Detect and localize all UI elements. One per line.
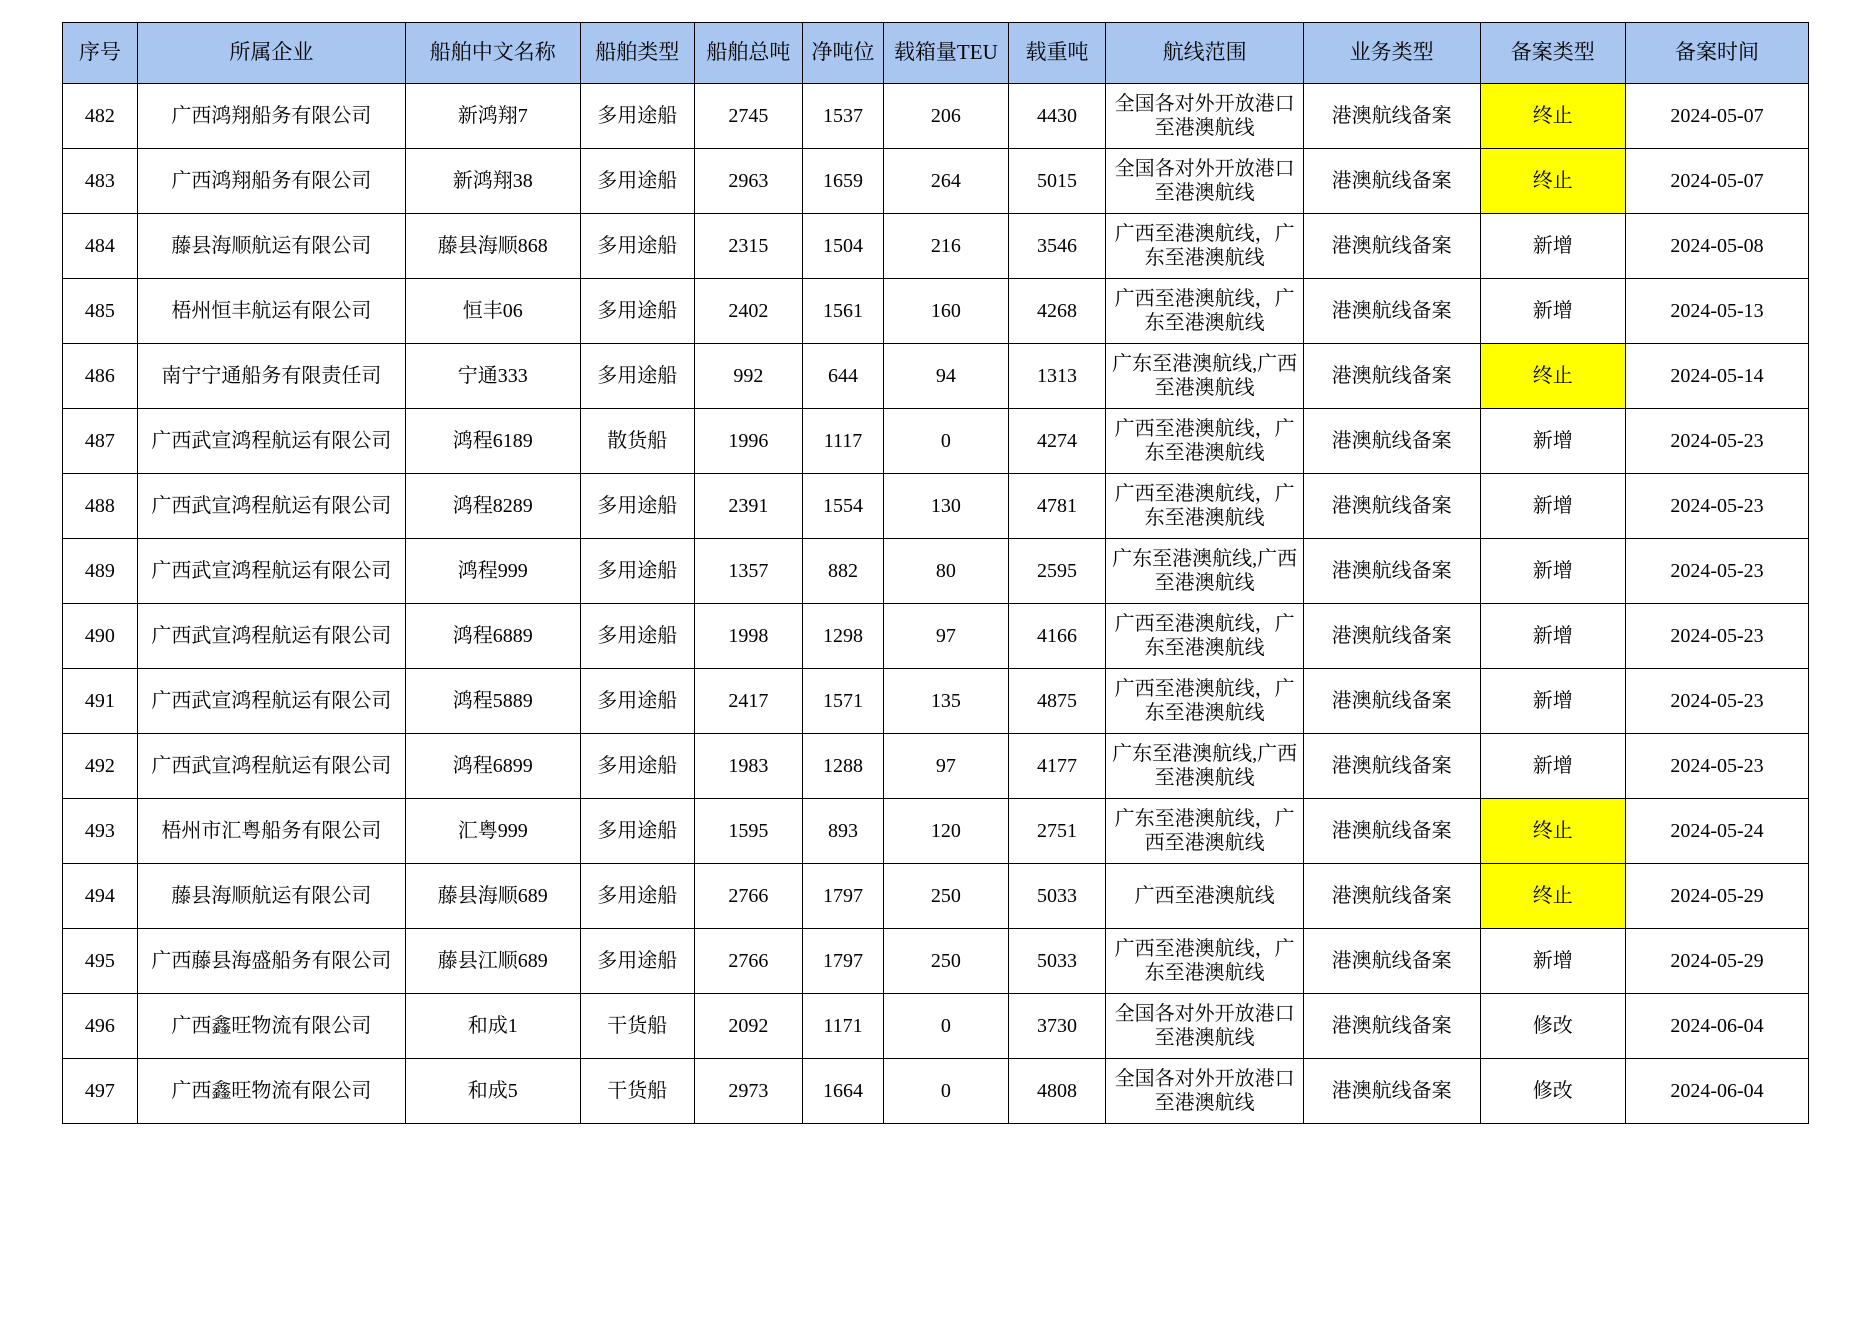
cell-record-date: 2024-05-14 xyxy=(1626,344,1809,409)
cell-route-range: 广西至港澳航线 xyxy=(1106,864,1303,929)
column-header-ship-type: 船舶类型 xyxy=(580,23,694,84)
cell-company: 广西武宣鸿程航运有限公司 xyxy=(137,539,405,604)
cell-route-range: 广西至港澳航线，广东至港澳航线 xyxy=(1106,279,1303,344)
cell-index: 496 xyxy=(63,994,138,1059)
cell-net-tonnage: 1797 xyxy=(802,864,883,929)
cell-company: 广西鑫旺物流有限公司 xyxy=(137,1059,405,1124)
cell-record-type: 新增 xyxy=(1480,214,1626,279)
ship-registration-table xyxy=(62,22,1809,1124)
cell-ship-name: 和成1 xyxy=(405,994,580,1059)
cell-index: 486 xyxy=(63,344,138,409)
cell-teu: 206 xyxy=(884,84,1009,149)
cell-teu: 0 xyxy=(884,409,1009,474)
table-row xyxy=(63,799,1809,864)
column-header-index: 序号 xyxy=(63,23,138,84)
cell-teu: 130 xyxy=(884,474,1009,539)
cell-route-range: 广东至港澳航线，广西至港澳航线 xyxy=(1106,799,1303,864)
cell-gross-tonnage: 2391 xyxy=(694,474,802,539)
cell-record-type: 修改 xyxy=(1480,994,1626,1059)
cell-record-date: 2024-05-24 xyxy=(1626,799,1809,864)
cell-deadweight: 4808 xyxy=(1008,1059,1106,1124)
cell-ship-type: 多用途船 xyxy=(580,799,694,864)
cell-route-range: 广东至港澳航线,广西至港澳航线 xyxy=(1106,734,1303,799)
table-row xyxy=(63,279,1809,344)
cell-company: 广西鸿翔船务有限公司 xyxy=(137,149,405,214)
table-header xyxy=(63,23,1809,84)
cell-gross-tonnage: 2745 xyxy=(694,84,802,149)
cell-business-type: 港澳航线备案 xyxy=(1303,929,1480,994)
cell-deadweight: 2751 xyxy=(1008,799,1106,864)
cell-ship-type: 多用途船 xyxy=(580,474,694,539)
cell-record-date: 2024-05-07 xyxy=(1626,84,1809,149)
cell-index: 495 xyxy=(63,929,138,994)
cell-ship-type: 多用途船 xyxy=(580,669,694,734)
cell-gross-tonnage: 2092 xyxy=(694,994,802,1059)
column-header-business-type: 业务类型 xyxy=(1303,23,1480,84)
cell-net-tonnage: 1298 xyxy=(802,604,883,669)
cell-route-range: 广西至港澳航线，广东至港澳航线 xyxy=(1106,214,1303,279)
column-header-teu: 载箱量TEU xyxy=(884,23,1009,84)
cell-ship-name: 藤县海顺868 xyxy=(405,214,580,279)
cell-net-tonnage: 893 xyxy=(802,799,883,864)
cell-net-tonnage: 644 xyxy=(802,344,883,409)
cell-net-tonnage: 1571 xyxy=(802,669,883,734)
table-row xyxy=(63,734,1809,799)
cell-record-type-highlighted: 终止 xyxy=(1480,344,1626,409)
cell-business-type: 港澳航线备案 xyxy=(1303,799,1480,864)
cell-record-date: 2024-05-23 xyxy=(1626,474,1809,539)
cell-company: 梧州恒丰航运有限公司 xyxy=(137,279,405,344)
cell-business-type: 港澳航线备案 xyxy=(1303,149,1480,214)
cell-record-type-highlighted: 终止 xyxy=(1480,864,1626,929)
cell-index: 482 xyxy=(63,84,138,149)
cell-business-type: 港澳航线备案 xyxy=(1303,84,1480,149)
cell-gross-tonnage: 1983 xyxy=(694,734,802,799)
cell-ship-name: 新鸿翔7 xyxy=(405,84,580,149)
cell-index: 489 xyxy=(63,539,138,604)
cell-deadweight: 4274 xyxy=(1008,409,1106,474)
cell-route-range: 全国各对外开放港口至港澳航线 xyxy=(1106,994,1303,1059)
table-row xyxy=(63,539,1809,604)
cell-net-tonnage: 1537 xyxy=(802,84,883,149)
cell-ship-name: 藤县海顺689 xyxy=(405,864,580,929)
cell-company: 广西武宣鸿程航运有限公司 xyxy=(137,669,405,734)
cell-net-tonnage: 1797 xyxy=(802,929,883,994)
cell-record-date: 2024-05-29 xyxy=(1626,864,1809,929)
table-row xyxy=(63,214,1809,279)
cell-teu: 216 xyxy=(884,214,1009,279)
cell-index: 492 xyxy=(63,734,138,799)
cell-ship-name: 藤县江顺689 xyxy=(405,929,580,994)
cell-record-type: 新增 xyxy=(1480,474,1626,539)
cell-deadweight: 4875 xyxy=(1008,669,1106,734)
cell-ship-type: 多用途船 xyxy=(580,604,694,669)
cell-deadweight: 3546 xyxy=(1008,214,1106,279)
cell-record-date: 2024-06-04 xyxy=(1626,994,1809,1059)
cell-gross-tonnage: 1996 xyxy=(694,409,802,474)
table-row xyxy=(63,474,1809,539)
cell-route-range: 全国各对外开放港口至港澳航线 xyxy=(1106,1059,1303,1124)
cell-record-date: 2024-05-29 xyxy=(1626,929,1809,994)
cell-teu: 0 xyxy=(884,994,1009,1059)
table-row xyxy=(63,344,1809,409)
cell-record-type: 新增 xyxy=(1480,604,1626,669)
cell-route-range: 广东至港澳航线,广西至港澳航线 xyxy=(1106,344,1303,409)
cell-deadweight: 4166 xyxy=(1008,604,1106,669)
table-row xyxy=(63,149,1809,214)
cell-ship-name: 鸿程6899 xyxy=(405,734,580,799)
table-row xyxy=(63,409,1809,474)
cell-gross-tonnage: 2766 xyxy=(694,864,802,929)
cell-ship-type: 多用途船 xyxy=(580,149,694,214)
cell-net-tonnage: 1554 xyxy=(802,474,883,539)
cell-ship-name: 新鸿翔38 xyxy=(405,149,580,214)
table-row xyxy=(63,1059,1809,1124)
cell-ship-type: 多用途船 xyxy=(580,279,694,344)
cell-teu: 135 xyxy=(884,669,1009,734)
cell-teu: 94 xyxy=(884,344,1009,409)
cell-company: 藤县海顺航运有限公司 xyxy=(137,864,405,929)
column-header-gross-tonnage: 船舶总吨 xyxy=(694,23,802,84)
cell-ship-type: 干货船 xyxy=(580,994,694,1059)
cell-net-tonnage: 882 xyxy=(802,539,883,604)
cell-business-type: 港澳航线备案 xyxy=(1303,1059,1480,1124)
cell-gross-tonnage: 2417 xyxy=(694,669,802,734)
cell-record-type: 新增 xyxy=(1480,669,1626,734)
cell-deadweight: 3730 xyxy=(1008,994,1106,1059)
cell-index: 488 xyxy=(63,474,138,539)
cell-gross-tonnage: 2963 xyxy=(694,149,802,214)
cell-teu: 97 xyxy=(884,604,1009,669)
table-row xyxy=(63,604,1809,669)
cell-gross-tonnage: 1357 xyxy=(694,539,802,604)
column-header-net-tonnage: 净吨位 xyxy=(802,23,883,84)
cell-record-type: 修改 xyxy=(1480,1059,1626,1124)
cell-company: 南宁宁通船务有限责任司 xyxy=(137,344,405,409)
cell-ship-type: 多用途船 xyxy=(580,734,694,799)
cell-record-date: 2024-05-13 xyxy=(1626,279,1809,344)
cell-record-date: 2024-05-23 xyxy=(1626,539,1809,604)
cell-gross-tonnage: 2402 xyxy=(694,279,802,344)
cell-teu: 120 xyxy=(884,799,1009,864)
table-row xyxy=(63,864,1809,929)
cell-deadweight: 1313 xyxy=(1008,344,1106,409)
cell-record-type: 新增 xyxy=(1480,279,1626,344)
cell-record-date: 2024-05-23 xyxy=(1626,409,1809,474)
cell-ship-type: 散货船 xyxy=(580,409,694,474)
cell-index: 487 xyxy=(63,409,138,474)
cell-ship-name: 恒丰06 xyxy=(405,279,580,344)
cell-gross-tonnage: 1998 xyxy=(694,604,802,669)
cell-ship-name: 汇粤999 xyxy=(405,799,580,864)
cell-ship-type: 多用途船 xyxy=(580,84,694,149)
cell-deadweight: 5015 xyxy=(1008,149,1106,214)
cell-index: 494 xyxy=(63,864,138,929)
cell-deadweight: 4268 xyxy=(1008,279,1106,344)
table-header-row xyxy=(63,23,1809,84)
cell-index: 485 xyxy=(63,279,138,344)
cell-business-type: 港澳航线备案 xyxy=(1303,864,1480,929)
cell-record-date: 2024-05-08 xyxy=(1626,214,1809,279)
cell-company: 广西武宣鸿程航运有限公司 xyxy=(137,474,405,539)
cell-route-range: 广西至港澳航线，广东至港澳航线 xyxy=(1106,929,1303,994)
cell-route-range: 广西至港澳航线，广东至港澳航线 xyxy=(1106,409,1303,474)
cell-ship-type: 多用途船 xyxy=(580,214,694,279)
cell-business-type: 港澳航线备案 xyxy=(1303,474,1480,539)
cell-ship-name: 宁通333 xyxy=(405,344,580,409)
cell-deadweight: 5033 xyxy=(1008,864,1106,929)
cell-teu: 80 xyxy=(884,539,1009,604)
cell-gross-tonnage: 2315 xyxy=(694,214,802,279)
cell-teu: 97 xyxy=(884,734,1009,799)
cell-business-type: 港澳航线备案 xyxy=(1303,734,1480,799)
cell-ship-name: 鸿程999 xyxy=(405,539,580,604)
column-header-ship-name: 船舶中文名称 xyxy=(405,23,580,84)
cell-ship-name: 鸿程5889 xyxy=(405,669,580,734)
table-row xyxy=(63,929,1809,994)
cell-ship-name: 鸿程6189 xyxy=(405,409,580,474)
cell-record-type-highlighted: 终止 xyxy=(1480,799,1626,864)
cell-route-range: 全国各对外开放港口至港澳航线 xyxy=(1106,149,1303,214)
cell-company: 广西武宣鸿程航运有限公司 xyxy=(137,604,405,669)
cell-company: 广西鑫旺物流有限公司 xyxy=(137,994,405,1059)
cell-net-tonnage: 1288 xyxy=(802,734,883,799)
cell-record-type: 新增 xyxy=(1480,409,1626,474)
cell-route-range: 广东至港澳航线,广西至港澳航线 xyxy=(1106,539,1303,604)
column-header-route-range: 航线范围 xyxy=(1106,23,1303,84)
cell-business-type: 港澳航线备案 xyxy=(1303,669,1480,734)
cell-net-tonnage: 1117 xyxy=(802,409,883,474)
cell-index: 491 xyxy=(63,669,138,734)
cell-ship-type: 多用途船 xyxy=(580,344,694,409)
cell-gross-tonnage: 992 xyxy=(694,344,802,409)
cell-gross-tonnage: 2973 xyxy=(694,1059,802,1124)
cell-record-date: 2024-05-23 xyxy=(1626,734,1809,799)
cell-record-date: 2024-05-23 xyxy=(1626,604,1809,669)
cell-deadweight: 4781 xyxy=(1008,474,1106,539)
cell-deadweight: 5033 xyxy=(1008,929,1106,994)
cell-record-date: 2024-06-04 xyxy=(1626,1059,1809,1124)
cell-net-tonnage: 1171 xyxy=(802,994,883,1059)
column-header-company: 所属企业 xyxy=(137,23,405,84)
cell-route-range: 广西至港澳航线，广东至港澳航线 xyxy=(1106,669,1303,734)
cell-net-tonnage: 1504 xyxy=(802,214,883,279)
table-row xyxy=(63,669,1809,734)
cell-index: 483 xyxy=(63,149,138,214)
cell-index: 490 xyxy=(63,604,138,669)
cell-business-type: 港澳航线备案 xyxy=(1303,604,1480,669)
column-header-record-type: 备案类型 xyxy=(1480,23,1626,84)
cell-gross-tonnage: 2766 xyxy=(694,929,802,994)
cell-ship-type: 多用途船 xyxy=(580,929,694,994)
cell-company: 广西鸿翔船务有限公司 xyxy=(137,84,405,149)
cell-company: 广西藤县海盛船务有限公司 xyxy=(137,929,405,994)
cell-teu: 0 xyxy=(884,1059,1009,1124)
cell-business-type: 港澳航线备案 xyxy=(1303,409,1480,474)
cell-company: 梧州市汇粤船务有限公司 xyxy=(137,799,405,864)
cell-teu: 160 xyxy=(884,279,1009,344)
table-body xyxy=(63,84,1809,1124)
cell-business-type: 港澳航线备案 xyxy=(1303,994,1480,1059)
table-row xyxy=(63,84,1809,149)
cell-ship-name: 鸿程8289 xyxy=(405,474,580,539)
cell-net-tonnage: 1561 xyxy=(802,279,883,344)
cell-gross-tonnage: 1595 xyxy=(694,799,802,864)
cell-business-type: 港澳航线备案 xyxy=(1303,214,1480,279)
cell-record-type-highlighted: 终止 xyxy=(1480,84,1626,149)
cell-index: 497 xyxy=(63,1059,138,1124)
column-header-deadweight: 载重吨 xyxy=(1008,23,1106,84)
cell-record-type: 新增 xyxy=(1480,734,1626,799)
cell-record-type-highlighted: 终止 xyxy=(1480,149,1626,214)
cell-teu: 250 xyxy=(884,864,1009,929)
cell-index: 484 xyxy=(63,214,138,279)
cell-route-range: 全国各对外开放港口至港澳航线 xyxy=(1106,84,1303,149)
cell-route-range: 广西至港澳航线，广东至港澳航线 xyxy=(1106,474,1303,539)
cell-ship-type: 干货船 xyxy=(580,1059,694,1124)
cell-record-type: 新增 xyxy=(1480,929,1626,994)
cell-teu: 250 xyxy=(884,929,1009,994)
cell-company: 藤县海顺航运有限公司 xyxy=(137,214,405,279)
cell-ship-type: 多用途船 xyxy=(580,864,694,929)
cell-record-type: 新增 xyxy=(1480,539,1626,604)
cell-company: 广西武宣鸿程航运有限公司 xyxy=(137,409,405,474)
cell-business-type: 港澳航线备案 xyxy=(1303,539,1480,604)
column-header-record-date: 备案时间 xyxy=(1626,23,1809,84)
cell-company: 广西武宣鸿程航运有限公司 xyxy=(137,734,405,799)
cell-deadweight: 2595 xyxy=(1008,539,1106,604)
cell-business-type: 港澳航线备案 xyxy=(1303,344,1480,409)
cell-record-date: 2024-05-07 xyxy=(1626,149,1809,214)
table-row xyxy=(63,994,1809,1059)
cell-deadweight: 4430 xyxy=(1008,84,1106,149)
cell-ship-type: 多用途船 xyxy=(580,539,694,604)
cell-net-tonnage: 1659 xyxy=(802,149,883,214)
cell-net-tonnage: 1664 xyxy=(802,1059,883,1124)
cell-business-type: 港澳航线备案 xyxy=(1303,279,1480,344)
cell-deadweight: 4177 xyxy=(1008,734,1106,799)
cell-record-date: 2024-05-23 xyxy=(1626,669,1809,734)
cell-route-range: 广西至港澳航线，广东至港澳航线 xyxy=(1106,604,1303,669)
cell-ship-name: 鸿程6889 xyxy=(405,604,580,669)
cell-ship-name: 和成5 xyxy=(405,1059,580,1124)
cell-index: 493 xyxy=(63,799,138,864)
cell-teu: 264 xyxy=(884,149,1009,214)
